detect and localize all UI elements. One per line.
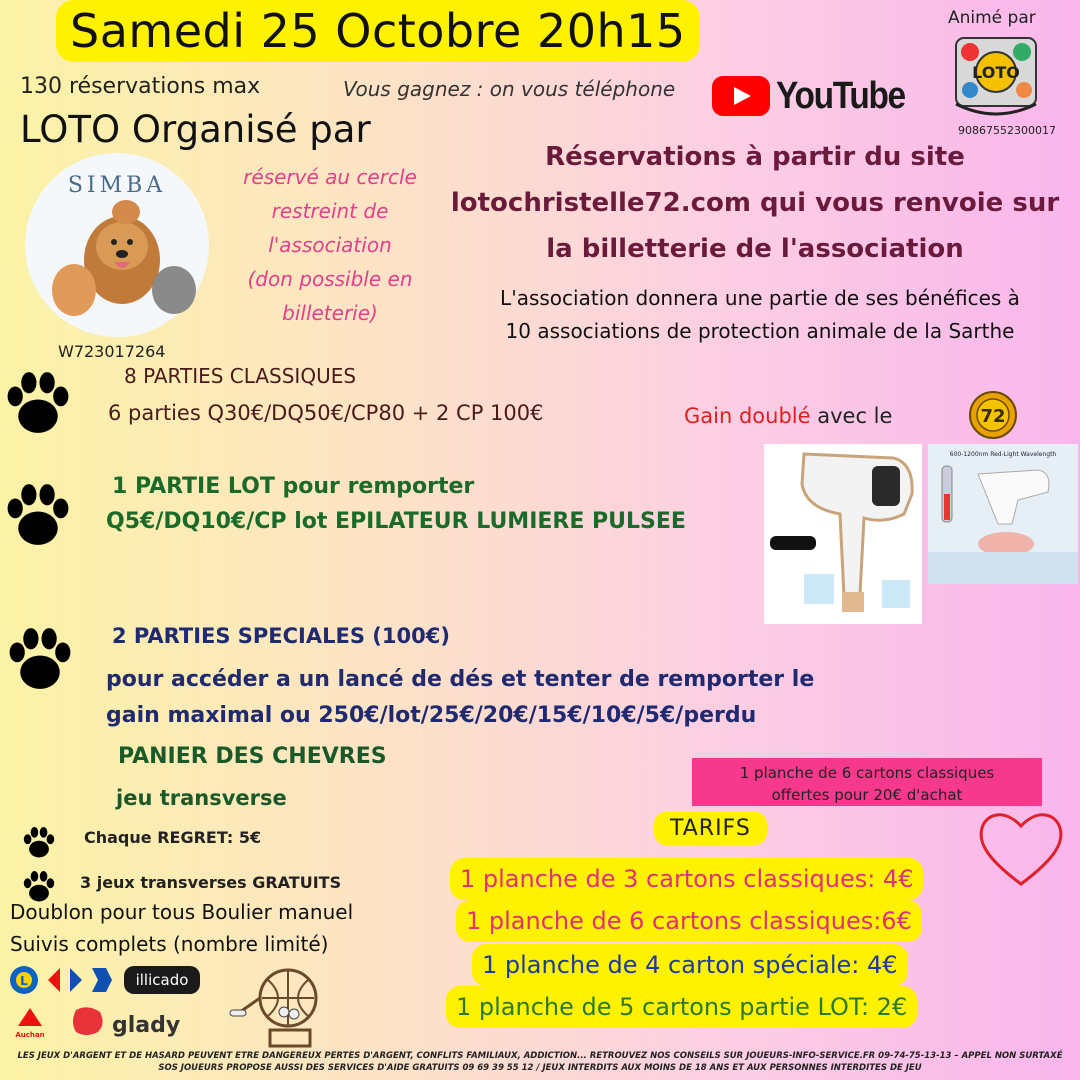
svg-text:LOTO: LOTO: [972, 63, 1020, 82]
epilator-wavelength-image: [928, 444, 1078, 584]
parties-speciales-detail: [106, 662, 826, 734]
gain-double-suffix: avec le: [810, 404, 893, 428]
reserve-line: réservé au cercle: [243, 165, 417, 189]
speciales-line: gain maximal ou 250€/lot/25€/20€/15€/10€/5€/perdu: [106, 703, 757, 728]
reserve-line: l'association: [268, 233, 392, 257]
simba-association-logo: [22, 150, 212, 340]
simba-logo-text: SIMBA: [67, 173, 167, 198]
illicado-logo-text: illicado: [135, 971, 189, 989]
paw-icon: [0, 366, 76, 442]
panier-title: PANIER DES CHEVRES: [118, 744, 387, 769]
loto-christelle-logo: [946, 32, 1046, 122]
gain-double-text: [684, 404, 892, 428]
reservations-line: Réservations à partir du site: [545, 142, 965, 172]
paw-icon: [2, 622, 78, 698]
loto-organise-heading: LOTO Organisé par: [20, 108, 371, 151]
wavelength-caption: 600-1200nm Red-Light Wavelength: [949, 451, 1057, 458]
youtube-play-icon: [712, 76, 770, 116]
auchan-logo-text: Auchan: [15, 1031, 45, 1039]
reservations-max: 130 réservations max: [20, 74, 261, 99]
assoc-line: L'association donnera une partie de ses bénéfices à: [500, 286, 1020, 310]
payment-logos: [8, 962, 258, 1042]
tarifs-title: TARIFS: [654, 812, 767, 845]
reserve-line: restreint de: [271, 199, 389, 223]
gratuits-text: 3 jeux transverses GRATUITS: [80, 873, 342, 892]
vous-gagnez-text: Vous gagnez : on vous téléphone: [343, 77, 676, 101]
tarif-item: 1 planche de 5 cartons partie LOT: 2€: [446, 986, 917, 1028]
svg-text:L: L: [20, 974, 28, 988]
disclaimer-line: SOS JOUEURS PROPOSE AUSSI DES SERVICES D'AIDE GRATUITS 09 69 39 55 12 / JEUX INTERDITS AUX MOINS DE 18 ANS ET AUX PERSONNES INTERDITES DE JEU: [158, 1063, 922, 1073]
promo-line: 1 planche de 6 cartons classiques: [739, 764, 995, 782]
gain-double-label: Gain doublé: [684, 404, 811, 428]
assoc-line: 10 associations de protection animale de la Sarthe: [505, 319, 1015, 343]
event-title: Samedi 25 Octobre 20h15: [56, 0, 700, 62]
badge-72-icon: [962, 390, 1024, 440]
association-id: W723017264: [58, 342, 166, 361]
partie-lot-detail: Q5€/DQ10€/CP lot EPILATEUR LUMIERE PULSEE: [106, 509, 686, 534]
association-info: [440, 282, 1080, 348]
tarif-item: 1 planche de 6 cartons classiques:6€: [456, 900, 922, 942]
epilator-product-image: [764, 444, 922, 624]
partie-lot-title: 1 PARTIE LOT pour remporter: [112, 474, 475, 499]
regret-text: Chaque REGRET: 5€: [84, 828, 262, 847]
boulier-icon: [228, 962, 328, 1052]
reservations-line: la billetterie de l'association: [546, 234, 964, 264]
paw-icon: [0, 478, 76, 554]
youtube-logo[interactable]: [712, 74, 922, 118]
parties-speciales-title: 2 PARTIES SPECIALES (100€): [112, 624, 450, 648]
reserve-line: (don possible en: [247, 267, 413, 291]
reserve-cercle-text: [230, 160, 430, 330]
tarif-item: 1 planche de 3 cartons classiques: 4€: [450, 858, 923, 900]
badge-72-text: 72: [980, 406, 1006, 427]
parties-classiques-title: 8 PARTIES CLASSIQUES: [124, 364, 357, 388]
reserve-line: billeterie): [282, 301, 378, 325]
reservations-site-block: [430, 134, 1080, 272]
disclaimer-line: LES JEUX D'ARGENT ET DE HASARD PEUVENT ETRE DANGEREUX PERTES D'ARGENT, CONFLITS FAMILIAUX, ADDICTION... RETROUVEZ NOS CONSEILS SUR JOUEURS-INFO-SERVICE.FR 09-74-75-13-13 – APPEL NON SURTAXÉ: [17, 1051, 1063, 1061]
doublon-text: Doublon pour tous Boulier manuel: [10, 900, 354, 924]
reservations-site-link[interactable]: lotochristelle72.com qui vous renvoie sur: [450, 188, 1060, 218]
glady-logo-text: glady: [112, 1013, 181, 1038]
promo-line: offertes pour 20€ d'achat: [771, 786, 963, 804]
parties-classiques-detail: 6 parties Q30€/DQ50€/CP80 + 2 CP 100€: [108, 401, 544, 425]
legal-disclaimer: [0, 1050, 1080, 1074]
promo-banner: [692, 758, 1042, 806]
suivis-text: Suivis complets (nombre limité): [10, 932, 329, 956]
anime-par-label: Animé par: [948, 8, 1036, 28]
panier-detail: jeu transverse: [116, 786, 287, 810]
youtube-wordmark: YouTube: [776, 74, 905, 117]
speciales-line: pour accéder a un lancé de dés et tenter de remporter le: [106, 667, 815, 692]
heart-icon: [976, 806, 1066, 890]
paw-icon: [20, 824, 58, 862]
animateur-id: 90867552300017: [958, 124, 1056, 137]
tarif-item: 1 planche de 4 carton spéciale: 4€: [472, 944, 908, 986]
